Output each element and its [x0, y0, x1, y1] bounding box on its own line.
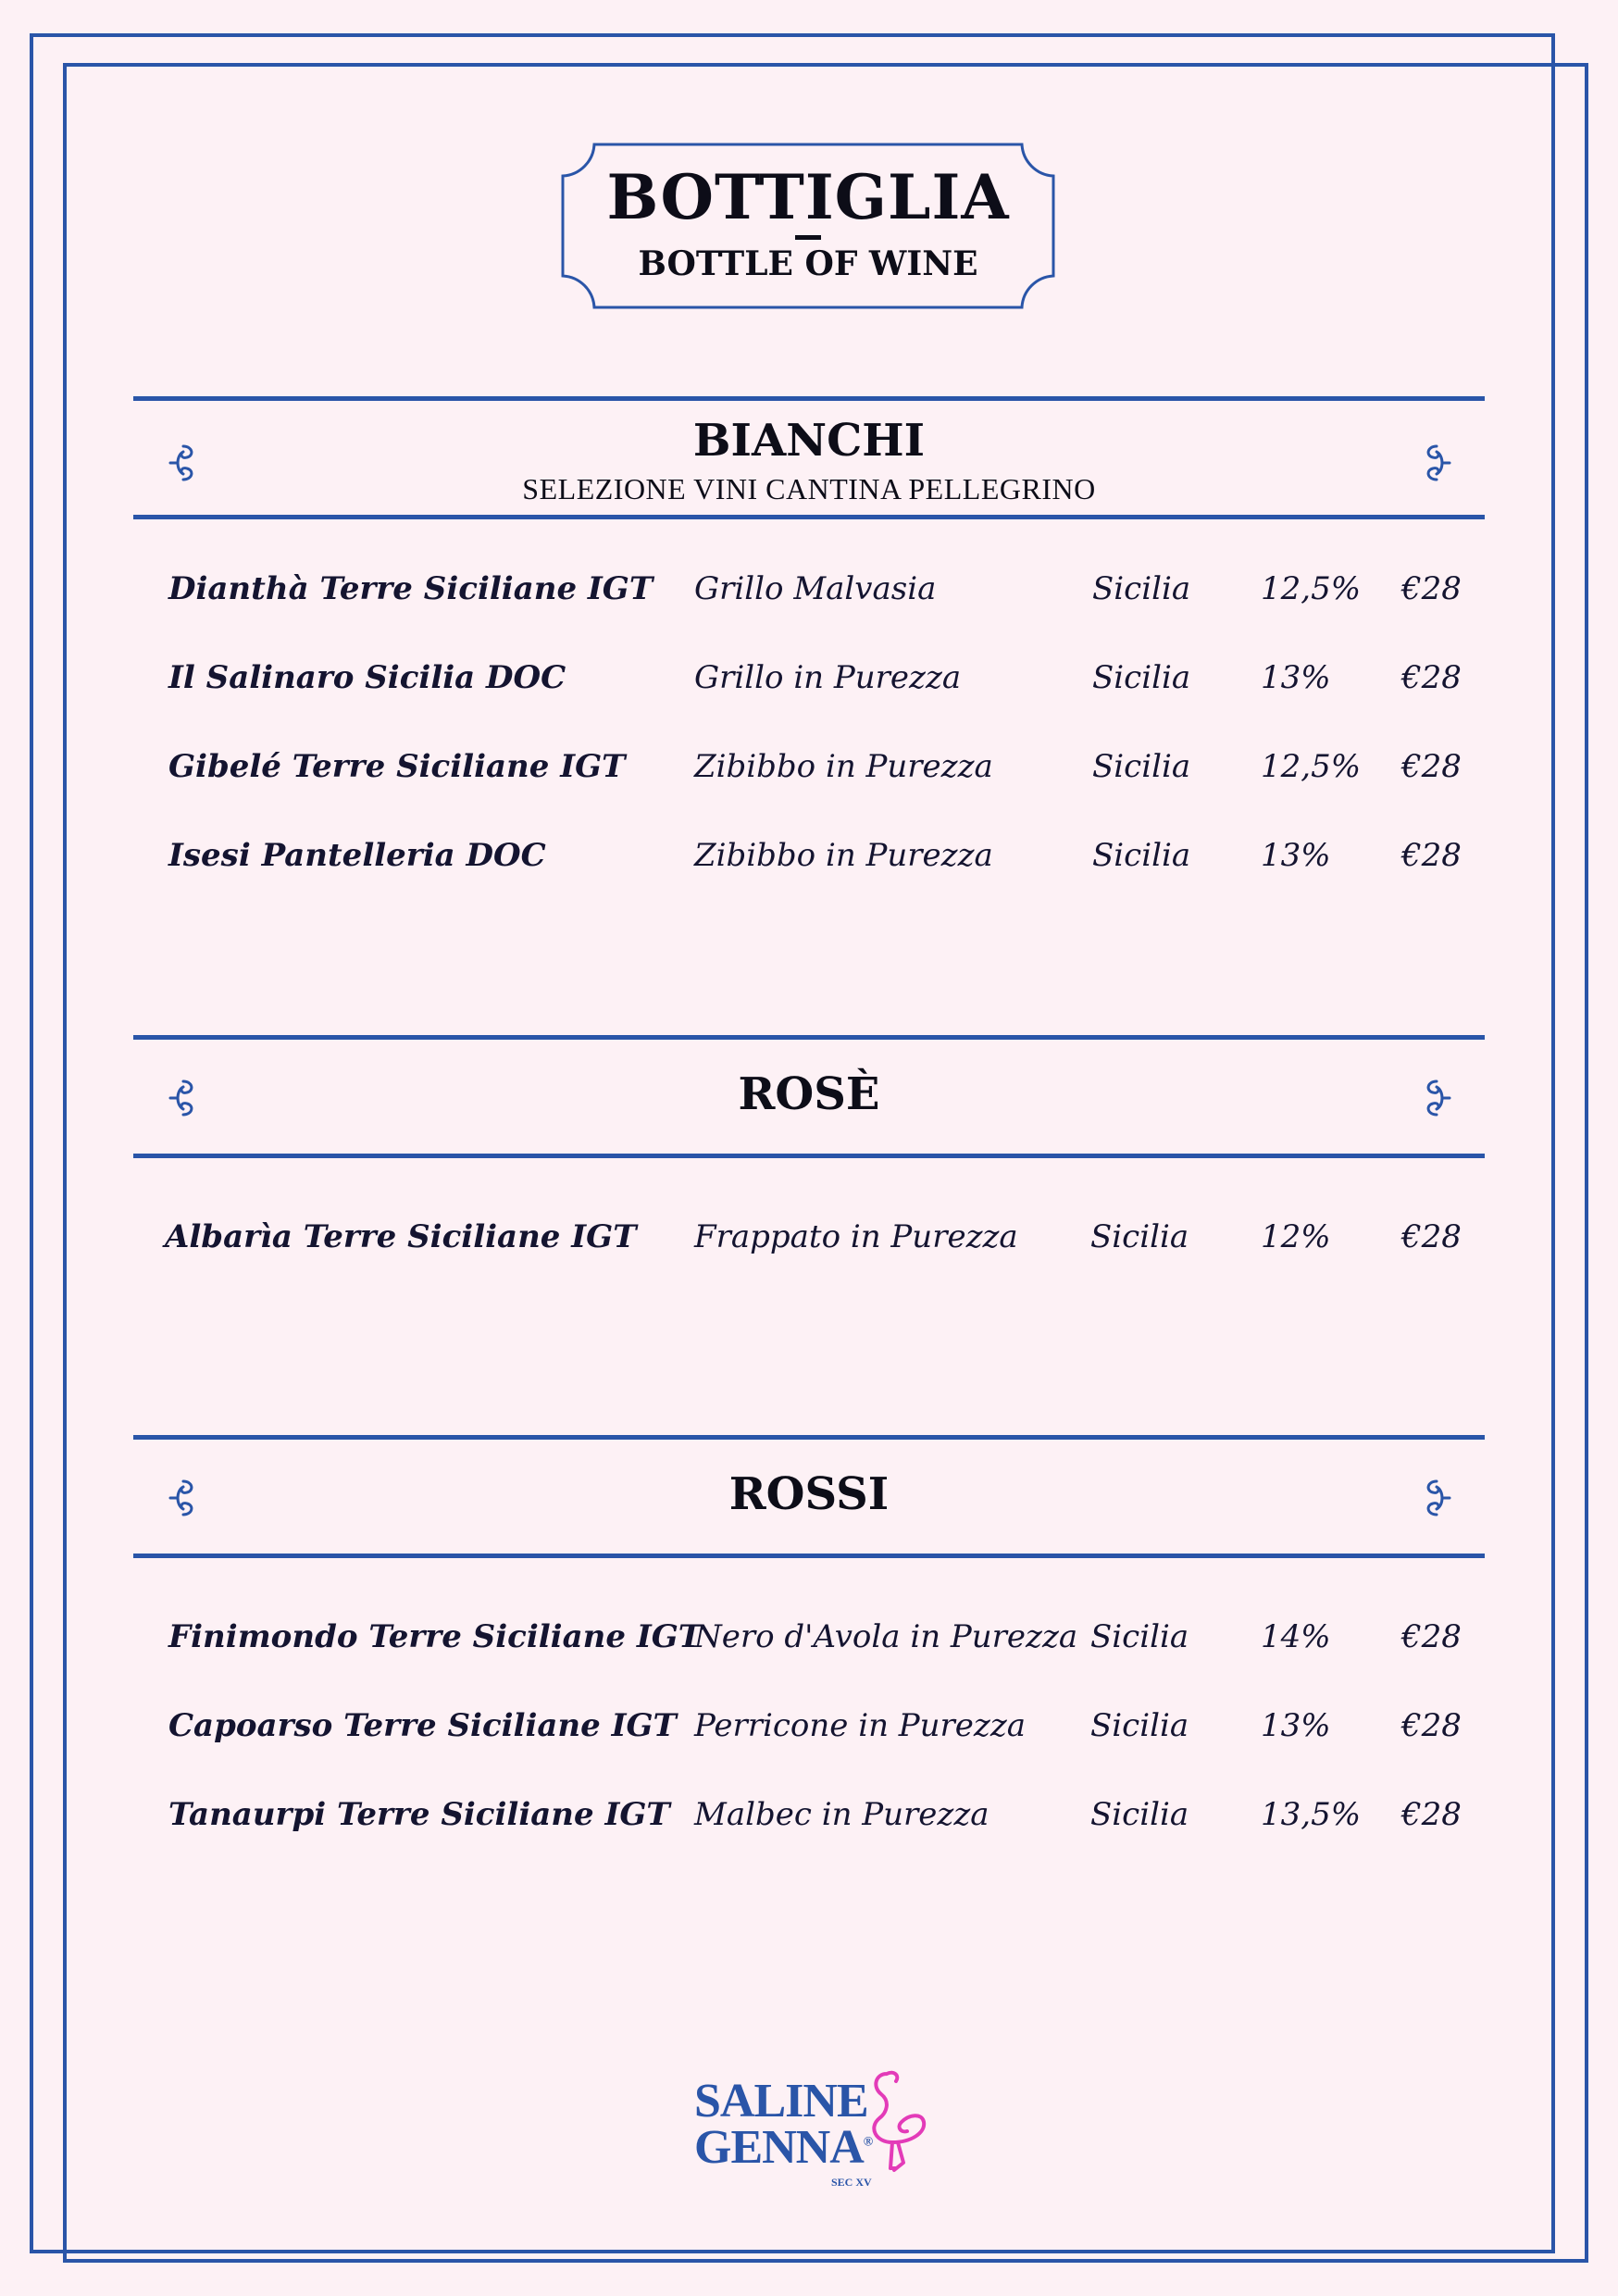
wine-price: €28 — [1401, 1218, 1462, 1255]
logo-registered: ® — [863, 2135, 873, 2150]
wine-abv: 14% — [1261, 1618, 1331, 1655]
wine-price: €28 — [1401, 748, 1462, 785]
section-top-rule — [133, 1435, 1485, 1440]
wine-name: Capoarso Terre Siciliane IGT — [168, 1707, 677, 1744]
wine-row — [133, 1707, 1485, 1763]
section-bottom-rule — [133, 1554, 1485, 1558]
wine-name: Isesi Pantelleria DOC — [168, 837, 546, 874]
wine-name: Gibelé Terre Siciliane IGT — [168, 748, 626, 785]
wine-grape: Grillo in Purezza — [694, 659, 962, 696]
wine-grape: Grillo Malvasia — [694, 570, 937, 607]
title-box — [561, 143, 1055, 309]
wine-row — [133, 837, 1485, 892]
wine-region: Sicilia — [1090, 1218, 1189, 1255]
wine-price: €28 — [1401, 570, 1462, 607]
wine-grape: Perricone in Purezza — [694, 1707, 1027, 1744]
title-dash — [795, 235, 821, 240]
wine-abv: 13,5% — [1261, 1796, 1362, 1833]
wine-name: Dianthà Terre Siciliane IGT — [168, 570, 653, 607]
section-top-rule — [133, 396, 1485, 401]
wine-row — [133, 748, 1485, 804]
wine-row — [133, 570, 1485, 626]
wine-region: Sicilia — [1090, 1618, 1189, 1655]
wine-abv: 12% — [1261, 1218, 1331, 1255]
logo-line-1: SALINE — [694, 2075, 868, 2128]
scroll-ornament-icon — [1420, 443, 1453, 483]
wine-region: Sicilia — [1092, 748, 1191, 785]
wine-row — [133, 659, 1485, 715]
wine-region: Sicilia — [1090, 1796, 1189, 1833]
wine-grape: Zibibbo in Purezza — [694, 748, 993, 785]
section-bottom-rule — [133, 515, 1485, 519]
page-subtitle: BOTTLE OF WINE — [638, 244, 978, 283]
section-title: ROSÈ — [738, 1068, 880, 1120]
section-rose — [133, 1035, 1485, 1276]
wine-price: €28 — [1401, 1796, 1462, 1833]
wine-region: Sicilia — [1092, 570, 1191, 607]
wine-abv: 13% — [1261, 659, 1331, 696]
scroll-ornament-icon — [1420, 1478, 1453, 1518]
section-title: BIANCHI — [692, 415, 926, 467]
wine-abv: 12,5% — [1261, 748, 1362, 785]
wine-price: €28 — [1401, 837, 1462, 874]
wine-grape: Malbec in Purezza — [694, 1796, 989, 1833]
wine-row — [133, 1218, 1485, 1274]
section-bottom-rule — [133, 1154, 1485, 1158]
wine-name: Albarìa Terre Siciliane IGT — [165, 1218, 637, 1255]
section-subtitle: SELEZIONE VINI CANTINA PELLEGRINO — [522, 472, 1096, 505]
wine-price: €28 — [1401, 1618, 1462, 1655]
wine-region: Sicilia — [1092, 837, 1191, 874]
wine-name: Finimondo Terre Siciliane IGT — [168, 1618, 703, 1655]
wine-name: Tanaurpi Terre Siciliane IGT — [168, 1796, 670, 1833]
wine-row — [133, 1618, 1485, 1674]
wine-grape: Zibibbo in Purezza — [694, 837, 993, 874]
wine-grape: Nero d'Avola in Purezza — [694, 1618, 1078, 1655]
wine-row — [133, 1796, 1485, 1852]
flamingo-icon — [859, 2066, 933, 2196]
wine-grape: Frappato in Purezza — [694, 1218, 1018, 1255]
wine-price: €28 — [1401, 659, 1462, 696]
page-title: BOTTIGLIA — [606, 161, 1010, 233]
logo-line-2-text: GENNA — [694, 2121, 864, 2174]
wine-abv: 13% — [1261, 1707, 1331, 1744]
section-title: ROSSI — [728, 1468, 890, 1520]
wine-abv: 13% — [1261, 837, 1331, 874]
logo-sec: SEC XV — [831, 2176, 872, 2189]
wine-abv: 12,5% — [1261, 570, 1362, 607]
logo-line-2 — [694, 2120, 872, 2175]
saline-genna-logo — [694, 2066, 935, 2196]
wine-price: €28 — [1401, 1707, 1462, 1744]
section-rossi — [133, 1435, 1485, 1861]
wine-name: Il Salinaro Sicilia DOC — [168, 659, 566, 696]
section-bianchi — [133, 396, 1485, 915]
wine-region: Sicilia — [1090, 1707, 1189, 1744]
wine-region: Sicilia — [1092, 659, 1191, 696]
scroll-ornament-icon — [1420, 1078, 1453, 1118]
section-top-rule — [133, 1035, 1485, 1040]
